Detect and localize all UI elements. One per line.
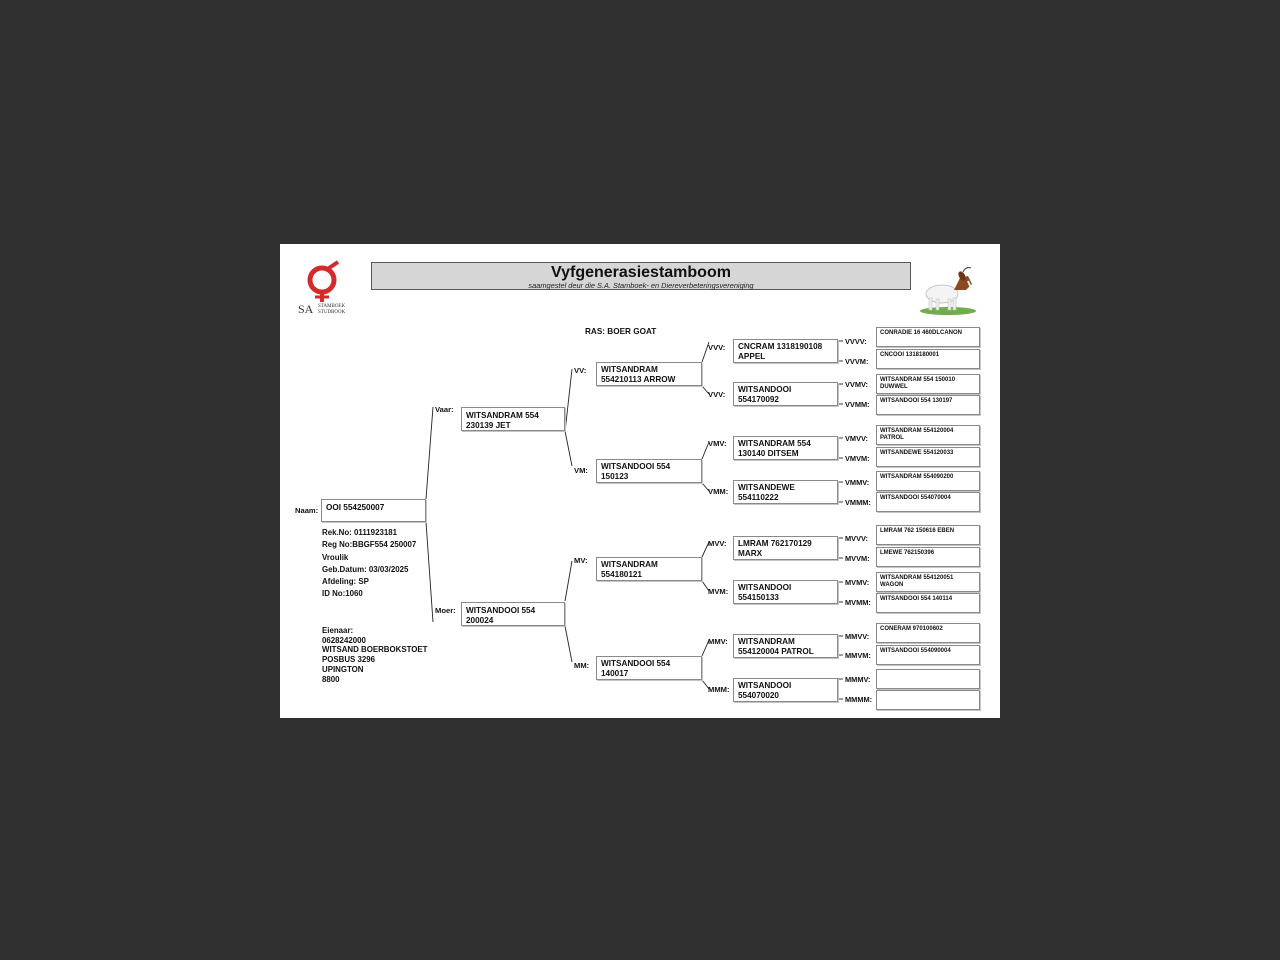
gen2-label: MM: <box>574 661 590 670</box>
gen3-label: MVV: <box>708 539 727 548</box>
gen4-box <box>876 525 980 545</box>
animal-detail-line: Rek.No: 0111923181 <box>322 528 398 537</box>
owner-line: POSBUS 3296 <box>322 655 376 665</box>
gen2-box <box>596 656 702 680</box>
gen4-name: LMEWE 762150396 <box>880 550 935 556</box>
gen4-label: MMMV: <box>845 675 871 684</box>
animal-detail-line: Vroulik <box>322 552 349 562</box>
gen4-box <box>876 425 980 445</box>
gen4-label: MMVM: <box>845 651 871 660</box>
animal-name-label: Naam: <box>295 506 319 515</box>
gen4-name: WITSANDOOI 554 130197 <box>880 398 953 404</box>
logo-sa-text: SA <box>298 302 314 316</box>
gen3-box <box>733 580 838 604</box>
gen2-name: WITSANDOOI 554 140017 <box>601 659 671 678</box>
animal-name: OOI 554250007 <box>326 503 385 512</box>
gen4-box <box>876 623 980 643</box>
animal-detail-line: ID No:1060 <box>322 589 363 599</box>
breed-label: RAS: BOER GOAT <box>585 327 657 336</box>
owner-line: WITSAND BOERBOKSTOET <box>322 645 428 655</box>
sa-studbook-logo <box>296 260 358 318</box>
owner-line: 0628242000 <box>322 635 366 645</box>
owner-line: Eienaar: <box>322 626 354 635</box>
connector-line <box>565 369 572 432</box>
owner-details <box>322 626 428 684</box>
gen3-name: WITSANDRAM 554120004 PATROL <box>738 637 814 656</box>
connector-line <box>565 431 572 466</box>
gen4-label: VMMV: <box>845 478 870 487</box>
gen4-label: VVMV: <box>845 380 868 389</box>
gen4-label: MVVM: <box>845 554 870 563</box>
gen3-label: MMM: <box>708 685 730 694</box>
gen4-label: VVVM: <box>845 357 869 366</box>
gen1-label: Vaar: <box>435 405 454 414</box>
gen4-name: CNCOOI 1318180001 <box>880 352 940 358</box>
gen4-name: WITSANDRAM 554120051 WAGON <box>880 575 954 589</box>
logo-stamboek-text: STAMBOEK <box>318 304 346 309</box>
gen4-box <box>876 547 980 567</box>
gen4-box <box>876 690 980 710</box>
gen4-label: MMVV: <box>845 632 870 641</box>
gen3-name: LMRAM 762170129 MARX <box>738 539 812 558</box>
gen4-name: WITSANDRAM 554090200 <box>880 474 954 480</box>
gen2-box <box>596 362 702 386</box>
owner-line: 8800 <box>322 674 340 684</box>
gen3-label: MMV: <box>708 637 728 646</box>
gen2-name: WITSANDRAM 554180121 <box>601 560 658 579</box>
gen4-name: CONRADIE 16 460DLCANON <box>880 330 963 336</box>
gen3-name: WITSANDRAM 554 130140 DITSEM <box>738 439 811 458</box>
gen3-box <box>733 480 838 504</box>
gen4-name: WITSANDRAM 554 150010 DUWWEL <box>880 377 956 391</box>
gen4-label: MVMM: <box>845 598 871 607</box>
gen4-name: WITSANDRAM 554120004 PATROL <box>880 428 954 442</box>
gen4-box <box>876 471 980 491</box>
gen3-box <box>733 634 838 658</box>
page-subtitle: saamgestel deur die S.A. Stamboek- en Diereverbeteringsvereniging <box>528 281 754 290</box>
gen4-box <box>876 645 980 665</box>
gen4-label: MMMM: <box>845 695 873 704</box>
gen2-name: WITSANDRAM 554210113 ARROW <box>601 365 676 384</box>
gen3-box <box>733 436 838 460</box>
animal-name-box <box>321 499 426 522</box>
gen4-label: VVVV: <box>845 337 867 346</box>
gen4-box <box>876 349 980 369</box>
gen1-sire-name: WITSANDRAM 554 230139 JET <box>466 411 539 430</box>
gen4-label: VVMM: <box>845 400 870 409</box>
gen3-name: WITSANDOOI 554170092 <box>738 385 792 404</box>
gen2-label: VV: <box>574 366 587 375</box>
connector-line <box>565 561 572 601</box>
page-title: Vyfgenerasiestamboom <box>551 264 731 281</box>
gen3-label: VVV: <box>708 390 726 399</box>
gen4-box <box>876 327 980 347</box>
gen3-name: CNCRAM 1318190108 APPEL <box>738 342 823 361</box>
animal-detail-line: Afdeling: SP <box>322 577 369 587</box>
gen4-box <box>876 374 980 394</box>
gen3-label: VVV: <box>708 343 726 352</box>
logo-studbook-text: STUDBOOK <box>318 310 346 315</box>
gen4-box <box>876 447 980 467</box>
gen4-box <box>876 572 980 592</box>
gen4-label: MVVV: <box>845 534 868 543</box>
gen4-name: WITSANDOOI 554 140114 <box>880 596 953 602</box>
gen4-label: VMVV: <box>845 434 868 443</box>
gen4-name: WITSANDEWE 554120033 <box>880 450 954 456</box>
connector-line <box>565 626 572 662</box>
owner-line: UPINGTON <box>322 664 364 674</box>
gen3-box <box>733 339 838 363</box>
gen3-box <box>733 678 838 702</box>
gen4-label: MVMV: <box>845 578 870 587</box>
gen2-name: WITSANDOOI 554 150123 <box>601 462 671 481</box>
gen3-label: VMV: <box>708 439 727 448</box>
gen3-box <box>733 536 838 560</box>
gen4-label: VMVM: <box>845 454 870 463</box>
gen4-label: VMMM: <box>845 498 871 507</box>
gen2-label: MV: <box>574 556 588 565</box>
gen4-box <box>876 593 980 613</box>
gen3-box <box>733 382 838 406</box>
gen4-name: LMRAM 762 150616 EBEN <box>880 528 955 534</box>
gen4-box <box>876 395 980 415</box>
gen4-box <box>876 492 980 512</box>
gen2-box <box>596 459 702 483</box>
gen1-sire-box <box>461 407 565 431</box>
title-box <box>371 262 911 290</box>
gen3-name: WITSANDEWE 554110222 <box>738 483 795 502</box>
gen1-label: Moer: <box>435 606 456 615</box>
gen3-name: WITSANDOOI 554150133 <box>738 583 792 602</box>
gen1-dam-name: WITSANDOOI 554 200024 <box>466 606 536 625</box>
connector-line <box>426 407 433 499</box>
gen3-label: VMM: <box>708 487 729 496</box>
gen4-name: WITSANDOOI 554090004 <box>880 648 951 654</box>
pedigree-document <box>280 244 1000 718</box>
gen1-dam-box <box>461 602 565 626</box>
animal-details <box>322 527 416 601</box>
animal-detail-line: Reg No:BBGF554 250007 <box>322 540 417 550</box>
boer-goat-illustration <box>916 264 980 316</box>
gen4-box <box>876 669 980 689</box>
gen2-box <box>596 557 702 581</box>
gen4-name: WITSANDOOI 554070004 <box>880 495 951 501</box>
animal-detail-line: Geb.Datum: 03/03/2025 <box>322 564 409 574</box>
gen3-label: MVM: <box>708 587 729 596</box>
gen4-name: CONERAM 970100602 <box>880 626 943 632</box>
connector-line <box>426 522 433 622</box>
gen3-name: WITSANDOOI 554070020 <box>738 681 792 700</box>
gen2-label: VM: <box>574 466 588 475</box>
